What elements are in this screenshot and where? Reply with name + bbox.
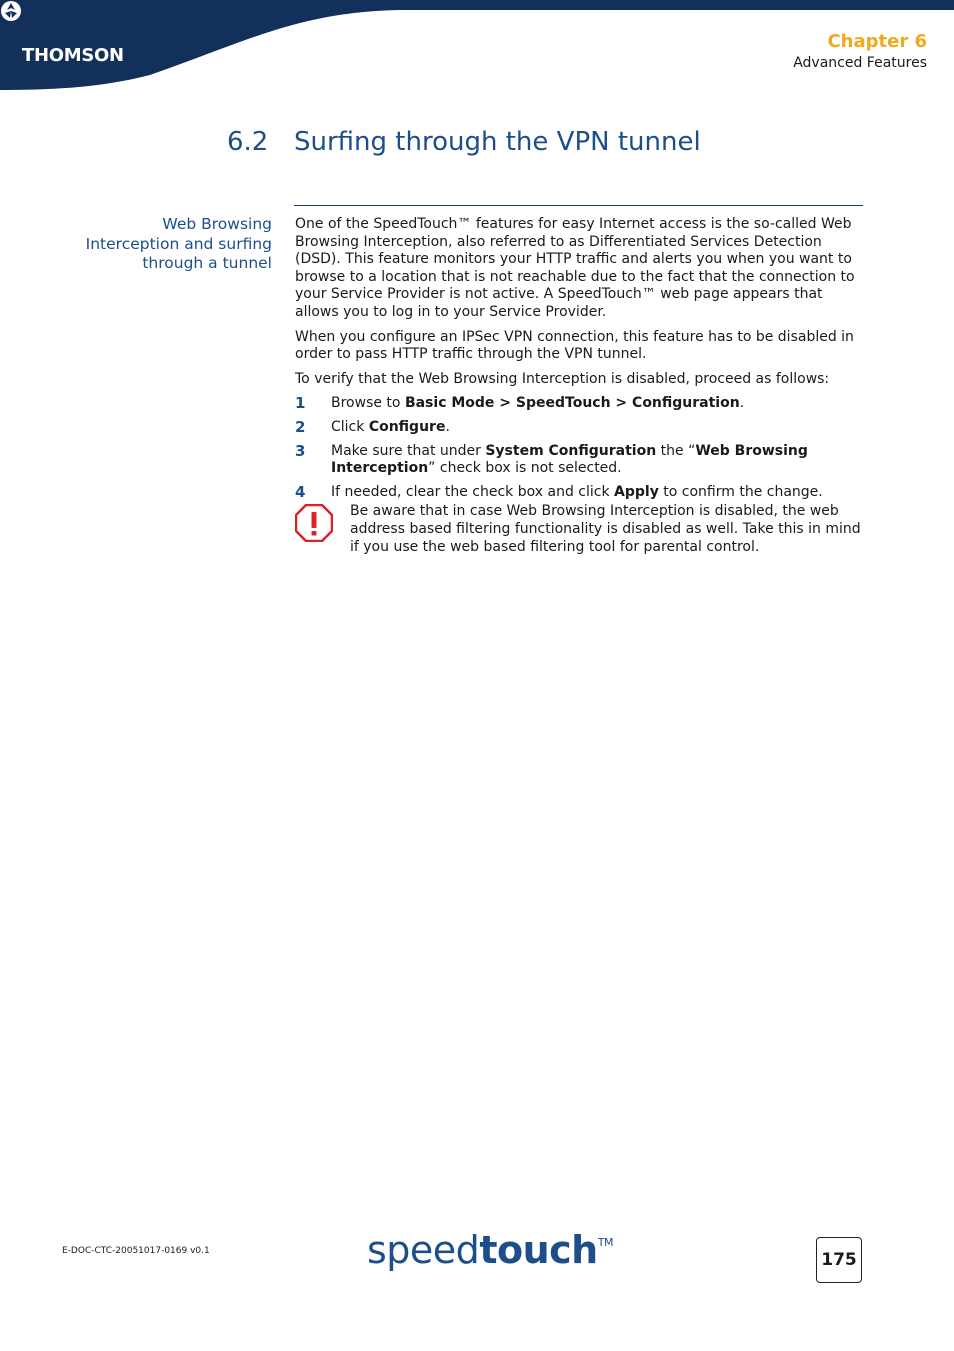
warning-text: Be aware that in case Web Browsing Interception is disabled, the web address based filtering functionality is disabled as well. Take this in mind if you use the web based filtering tool for parental control. bbox=[350, 503, 861, 555]
warning-note bbox=[295, 503, 863, 556]
thomson-logo-text: THOMSON bbox=[22, 45, 124, 66]
side-heading bbox=[60, 215, 272, 274]
step-button-name: Configure bbox=[368, 418, 446, 435]
chapter-label: Chapter 6 bbox=[827, 31, 927, 52]
page-number: 175 bbox=[816, 1237, 862, 1283]
section-divider bbox=[294, 205, 863, 206]
step-checkbox-name: Web Browsing Interception bbox=[331, 442, 808, 477]
step-text-part: . bbox=[739, 395, 745, 412]
step-item bbox=[295, 484, 863, 502]
step-number: 1 bbox=[295, 394, 306, 413]
step-text-part: . bbox=[445, 418, 450, 435]
trademark-mark: TM bbox=[597, 1236, 613, 1249]
step-text-part: the “ bbox=[656, 442, 696, 459]
thomson-emblem-icon bbox=[0, 0, 22, 22]
step-text-part: Browse to bbox=[331, 395, 405, 412]
step-item bbox=[295, 443, 863, 478]
header-band bbox=[0, 0, 954, 100]
step-text-part: Make sure that under bbox=[331, 442, 486, 459]
paragraph: One of the SpeedTouch™ features for easy Internet access is the so-called Web Browsing Interception, also referred to as Differentiated Services Detection (DSD). This feature monitors your HTTP traffic and alerts you when you want to browse to a location that is not reachable due to the fact that the connection to your Service Provider is not active. A SpeedTouch™ web page appears that allows you to log in to your Service Provider. bbox=[295, 216, 855, 320]
speedtouch-logo bbox=[367, 1228, 613, 1272]
step-number: 3 bbox=[295, 441, 306, 460]
step-text bbox=[331, 395, 863, 413]
section-title: Surfing through the VPN tunnel bbox=[294, 127, 701, 157]
section-number: 6.2 bbox=[227, 127, 269, 157]
step-button-name: Apply bbox=[614, 483, 659, 500]
paragraph: To verify that the Web Browsing Interception is disabled, proceed as follows: bbox=[295, 370, 830, 387]
paragraph: When you configure an IPSec VPN connection, this feature has to be disabled in order to pass HTTP traffic through the VPN tunnel. bbox=[295, 328, 854, 363]
step-text bbox=[331, 484, 863, 502]
step-section-name: System Configuration bbox=[485, 442, 657, 459]
step-menu-path: Basic Mode > SpeedTouch > Configuration bbox=[404, 395, 740, 412]
step-text-part: to confirm the change. bbox=[658, 483, 823, 500]
warning-exclamation-icon bbox=[295, 503, 350, 556]
side-heading-line: Web Browsing bbox=[162, 215, 272, 233]
step-text-part: If needed, clear the check box and click bbox=[331, 483, 615, 500]
chapter-title: Advanced Features bbox=[793, 55, 927, 71]
side-heading-line: Interception and surfing bbox=[85, 234, 272, 253]
header-wave-shape bbox=[0, 0, 954, 100]
step-text-part: ” check box is not selected. bbox=[428, 460, 622, 477]
step-text-part: Click bbox=[331, 418, 369, 435]
logo-text-light: speed bbox=[367, 1228, 480, 1272]
side-heading-line: through a tunnel bbox=[142, 254, 272, 272]
body-text bbox=[295, 216, 863, 556]
step-text bbox=[331, 443, 863, 478]
step-number: 4 bbox=[295, 482, 306, 501]
step-item bbox=[295, 419, 863, 437]
document-id: E-DOC-CTC-20051017-0169 v0.1 bbox=[62, 1246, 210, 1256]
step-item bbox=[295, 395, 863, 413]
step-text bbox=[331, 419, 863, 437]
logo-text-bold: touch bbox=[479, 1228, 598, 1272]
section-heading bbox=[227, 127, 701, 157]
step-number: 2 bbox=[295, 417, 306, 436]
